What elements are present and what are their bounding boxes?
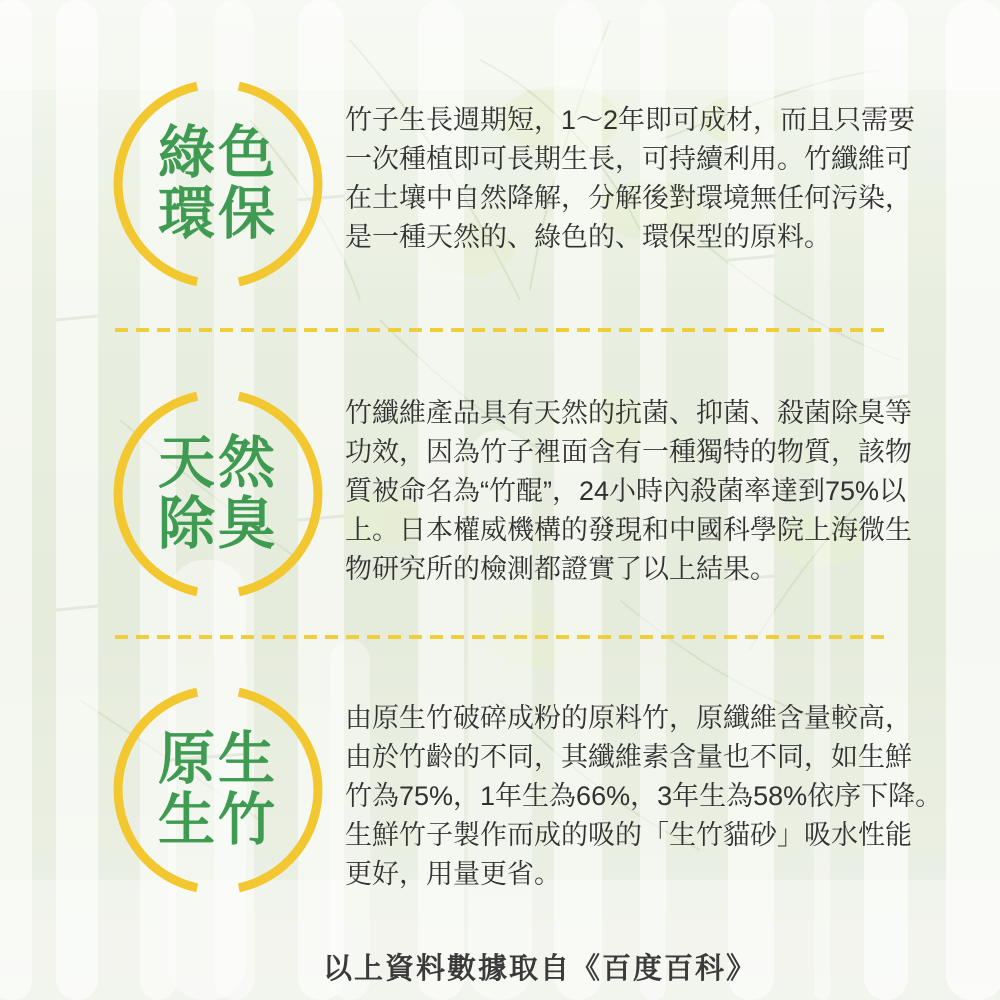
paragraph-line: 生鮮竹子製作而成的吸的「生竹貓砂」吸水性能 (345, 820, 912, 850)
badge-green-eco (112, 78, 324, 290)
top-white-wash (0, 0, 1000, 90)
badge-title-line: 綠色 (158, 121, 278, 185)
paragraph-line: 在土壤中自然降解，分解後對環境無任何污染， (345, 183, 912, 213)
paragraph-raw-bamboo (345, 699, 943, 894)
paragraph-eco (345, 101, 916, 257)
paragraph-line: 更好，用量更省。 (345, 859, 561, 889)
badge-title-line: 除臭 (158, 492, 278, 556)
badge-title-eco (112, 78, 324, 290)
dashed-divider (115, 635, 885, 639)
badge-title-line: 原生 (158, 727, 278, 791)
badge-raw-bamboo (112, 684, 324, 896)
badge-title-raw-bamboo (112, 684, 324, 896)
paragraph-line: 竹子生長週期短，1～2年即可成材，而且只需要 (345, 105, 916, 135)
badge-title-line: 生竹 (158, 788, 278, 852)
paragraph-line: 上。日本權威機構的發現和中國科學院上海微生 (345, 515, 912, 545)
paragraph-line: 一次種植即可長期生長，可持續利用。竹纖維可 (345, 144, 912, 174)
badge-title-line: 天然 (158, 431, 278, 495)
paragraph-deodorize (345, 394, 910, 589)
badge-title-deodorize (112, 388, 324, 600)
paragraph-line: 功效，因為竹子裡面含有一種獨特的物質，該物 (345, 437, 912, 467)
paragraph-line: 竹纖維產品具有天然的抗菌、抑菌、殺菌除臭等 (345, 398, 912, 428)
paragraph-line: 是一種天然的、綠色的、環保型的原料。 (345, 222, 831, 252)
paragraph-line: 由原生竹破碎成粉的原料竹，原纖維含量較高， (345, 703, 912, 733)
badge-title-line: 環保 (158, 182, 278, 246)
badge-natural-deodorize (112, 388, 324, 600)
paragraph-line: 竹為75%，1年生為66%，3年生為58%依序下降。 (345, 781, 943, 811)
source-attribution: 以上資料數據取自《百度百科》 (322, 953, 758, 985)
dashed-divider (115, 328, 885, 332)
paragraph-line: 物研究所的檢測都證實了以上結果。 (345, 554, 777, 584)
paragraph-line: 由於竹齡的不同，其纖維素含量也不同，如生鮮 (345, 742, 912, 772)
paragraph-line: 質被命名為“竹醌”，24小時內殺菌率達到75%以 (345, 476, 907, 506)
